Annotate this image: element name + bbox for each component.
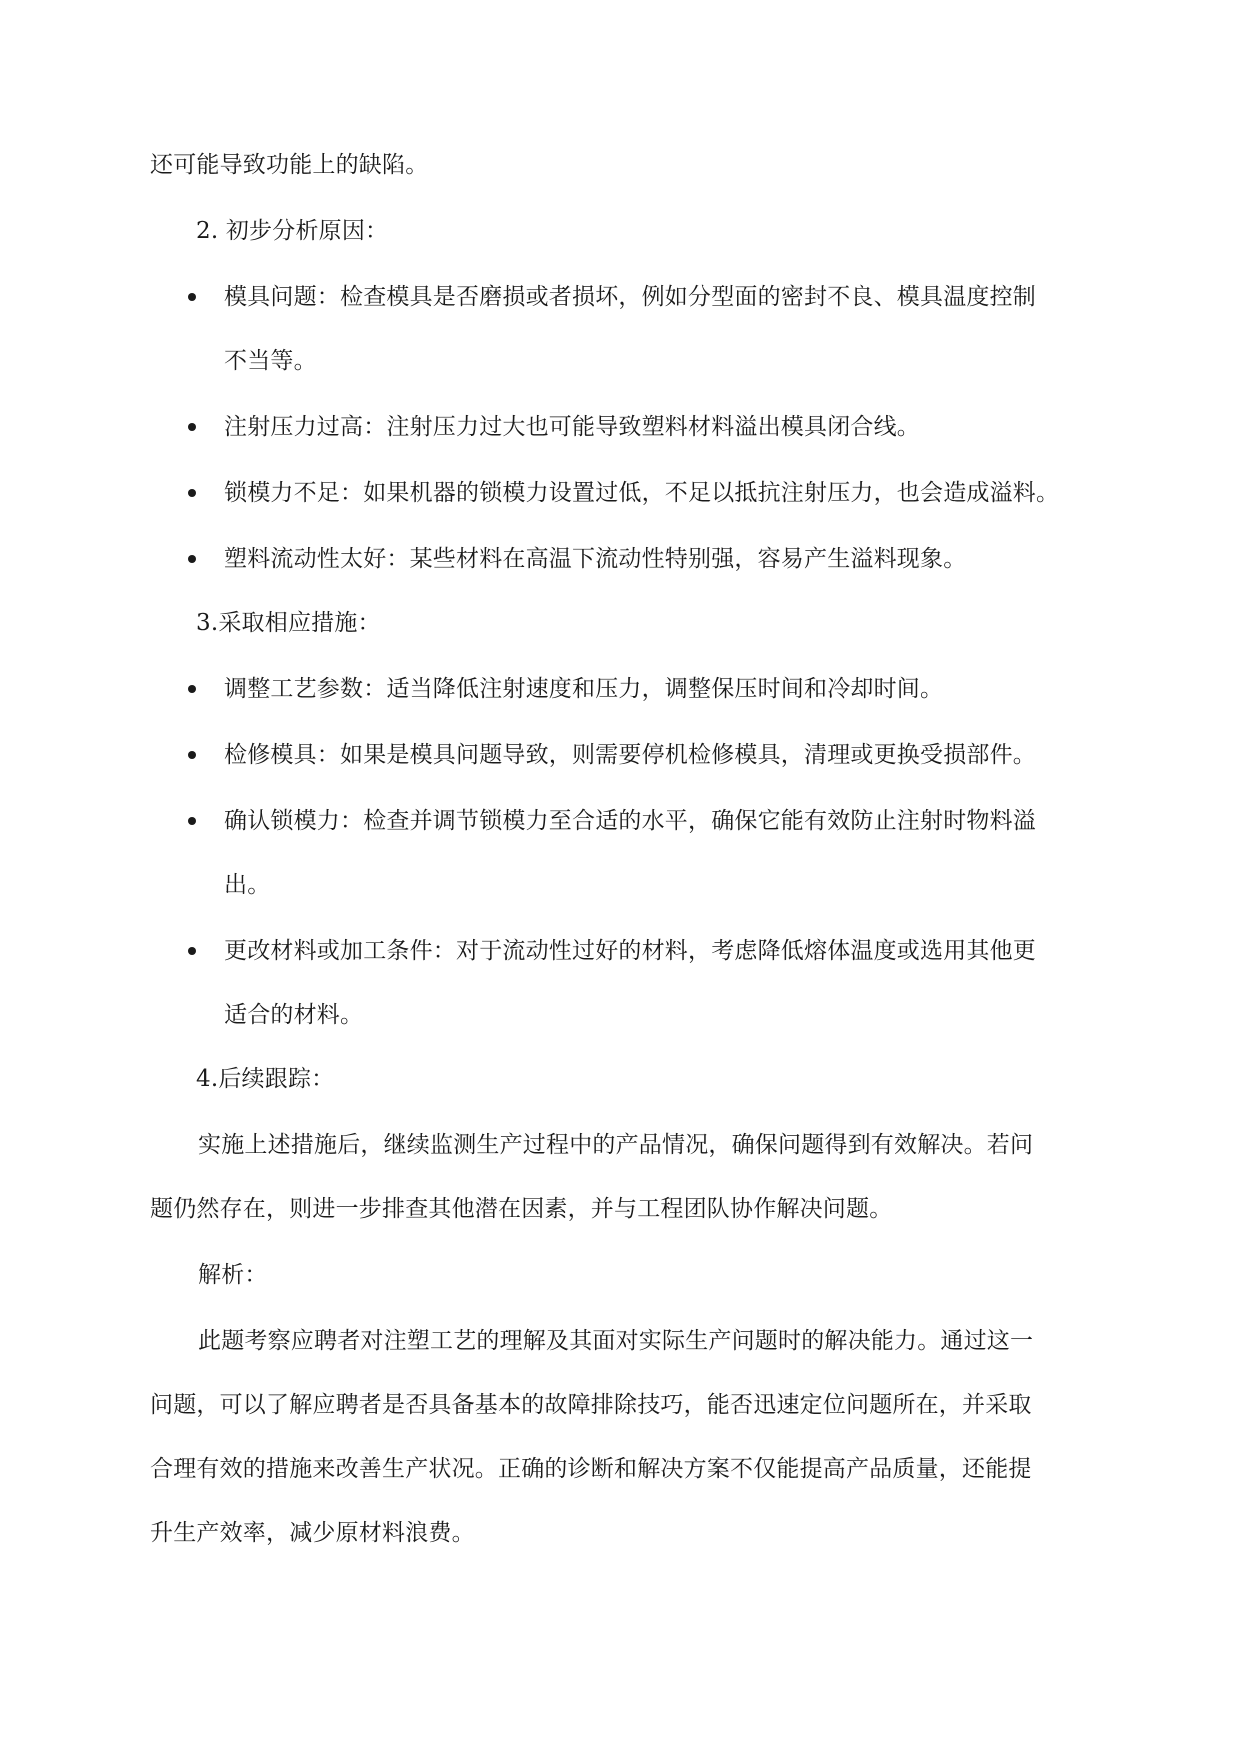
follow-up-paragraph-line-2: 题仍然存在，则进一步排查其他潜在因素，并与工程团队协作解决问题。 <box>150 1196 893 1222</box>
analysis-paragraph-line-3: 合理有效的措施来改善生产状况。正确的诊断和解决方案不仅能提高产品质量，还能提 <box>150 1456 1032 1482</box>
section-4-heading: 4.后续跟踪： <box>196 1066 335 1092</box>
bullet-icon <box>188 555 196 563</box>
bullet-icon <box>188 685 196 693</box>
section-3-heading: 3.采取相应措施： <box>196 610 381 636</box>
list-item-injection-pressure: 注射压力过高：注射压力过大也可能导致塑料材料溢出模具闭合线。 <box>224 414 920 440</box>
list-item-change-material: 更改材料或加工条件：对于流动性过好的材料，考虑降低熔体温度或选用其他更 <box>224 938 1036 964</box>
bullet-icon <box>188 751 196 759</box>
section-2-heading: 2. 初步分析原因： <box>196 218 389 244</box>
list-item-mold-issue-cont: 不当等。 <box>224 348 317 374</box>
list-item-adjust-parameters: 调整工艺参数：适当降低注射速度和压力，调整保压时间和冷却时间。 <box>224 676 944 702</box>
analysis-paragraph-line-2: 问题，可以了解应聘者是否具备基本的故障排除技巧，能否迅速定位问题所在，并采取 <box>150 1392 1032 1418</box>
bullet-icon <box>188 817 196 825</box>
list-item-clamping-force: 锁模力不足：如果机器的锁模力设置过低，不足以抵抗注射压力，也会造成溢料。 <box>224 480 1060 506</box>
bullet-icon <box>188 947 196 955</box>
analysis-paragraph-line-1: 此题考察应聘者对注塑工艺的理解及其面对实际生产问题时的解决能力。通过这一 <box>198 1328 1034 1354</box>
bullet-icon <box>188 423 196 431</box>
intro-continuation: 还可能导致功能上的缺陷。 <box>150 152 429 178</box>
list-item-fluidity: 塑料流动性太好：某些材料在高温下流动性特别强，容易产生溢料现象。 <box>224 546 967 572</box>
list-item-confirm-clamping-cont: 出。 <box>224 872 271 898</box>
bullet-icon <box>188 489 196 497</box>
list-item-change-material-cont: 适合的材料。 <box>224 1002 364 1028</box>
bullet-icon <box>188 293 196 301</box>
list-item-confirm-clamping: 确认锁模力：检查并调节锁模力至合适的水平，确保它能有效防止注射时物料溢 <box>224 808 1036 834</box>
analysis-heading: 解析： <box>198 1262 268 1288</box>
follow-up-paragraph-line-1: 实施上述措施后，继续监测生产过程中的产品情况，确保问题得到有效解决。若问 <box>198 1132 1034 1158</box>
analysis-paragraph-line-4: 升生产效率，减少原材料浪费。 <box>150 1520 475 1546</box>
list-item-mold-issue: 模具问题：检查模具是否磨损或者损坏，例如分型面的密封不良、模具温度控制 <box>224 284 1036 310</box>
list-item-repair-mold: 检修模具：如果是模具问题导致，则需要停机检修模具，清理或更换受损部件。 <box>224 742 1036 768</box>
